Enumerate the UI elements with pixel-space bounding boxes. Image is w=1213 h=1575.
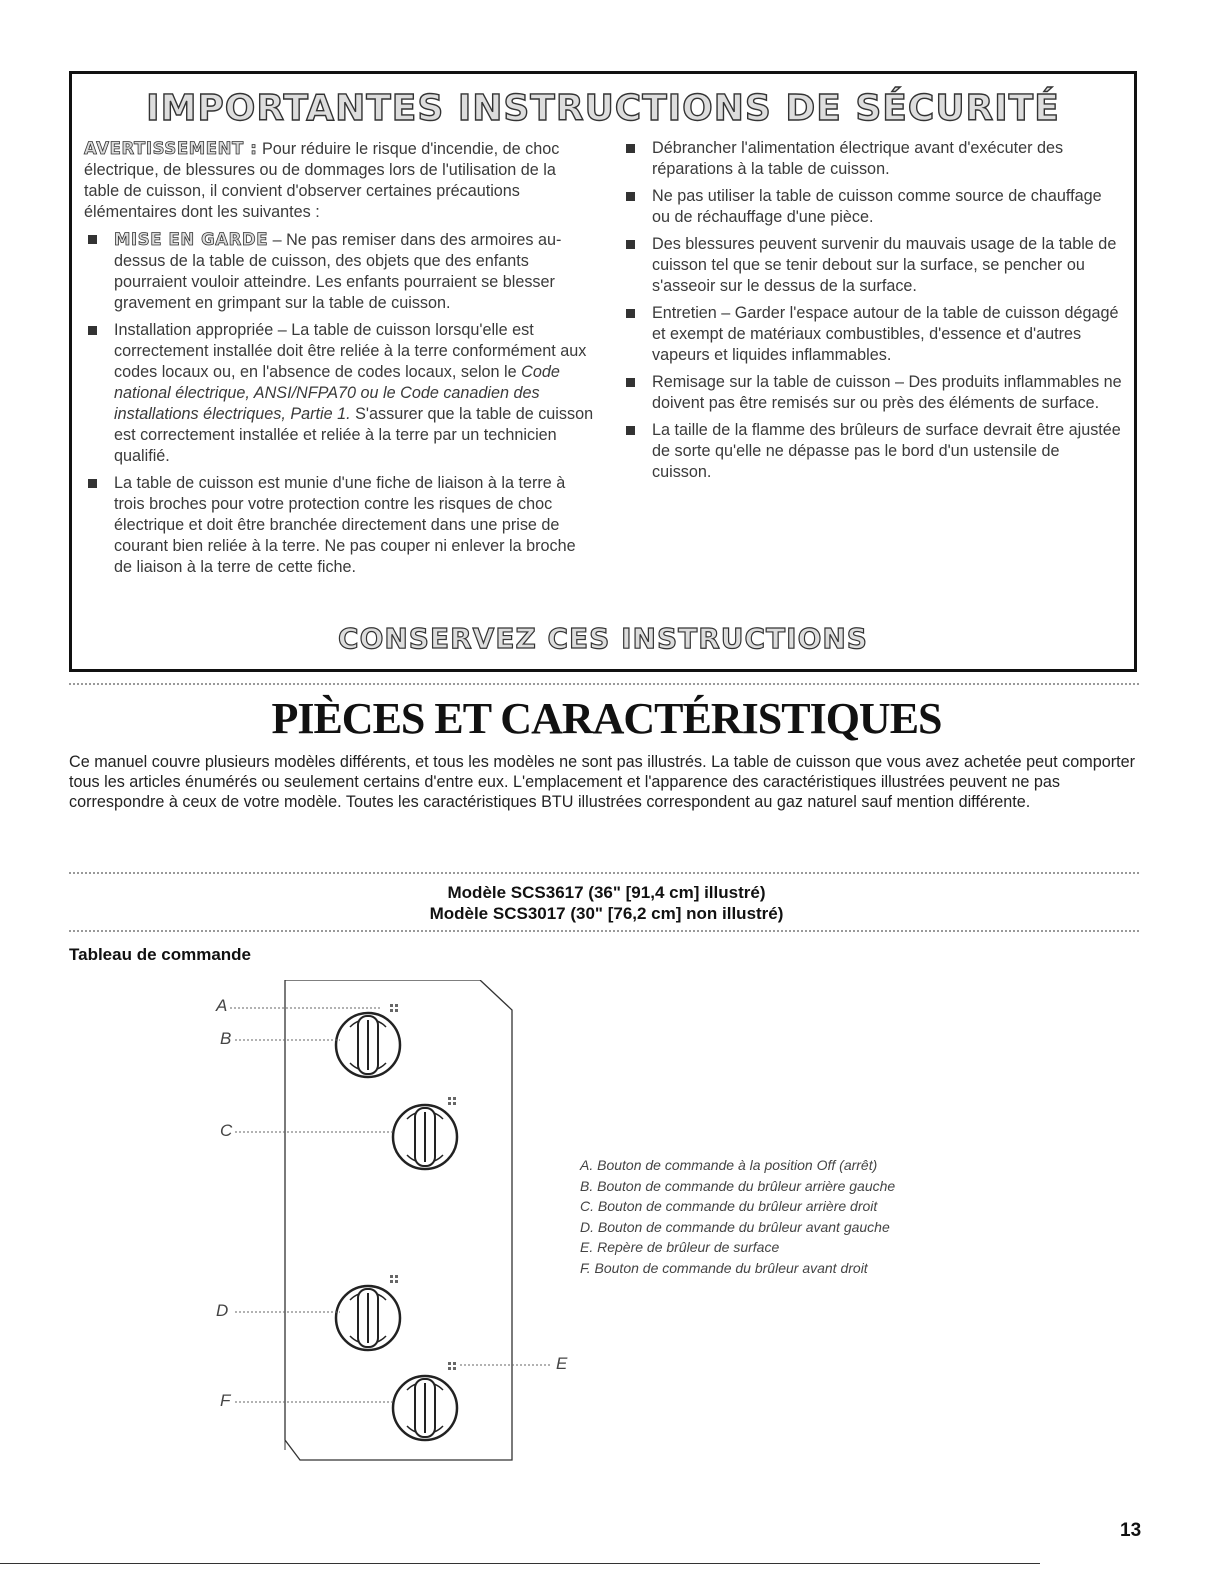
- list-item-text: Entretien – Garder l'espace autour de la table de cuisson dégagé et exempt de matériaux combustibles, d'essence et d'autres vapeurs et liquides inflammables.: [652, 304, 1119, 364]
- diagram-legend: [580, 1155, 895, 1279]
- list-item: [622, 372, 1122, 414]
- list-item-text: Remisage sur la table de cuisson – Des produits inflammables ne doivent pas être remisés sur ou près des éléments de surface.: [652, 373, 1122, 412]
- warning-label: AVERTISSEMENT :: [84, 139, 258, 158]
- legend-item: E. Repère de brûleur de surface: [580, 1239, 780, 1256]
- control-panel-heading: Tableau de commande: [69, 945, 252, 964]
- knob-rear-right: [393, 1105, 457, 1169]
- warning-text: Pour réduire le risque d'incendie, de choc électrique, de blessures ou de dommages lors de l'utilisation de la table de cuisson, il convient d'observer certaines précautions élémentaires dont les suivantes :: [84, 140, 560, 221]
- callout-c: C: [220, 1121, 233, 1140]
- list-item: [84, 473, 594, 578]
- legend-item: C. Bouton de commande du brûleur arrière droit: [580, 1198, 878, 1215]
- list-item: [622, 186, 1122, 228]
- list-item: [622, 303, 1122, 366]
- safety-left-column: [84, 138, 594, 584]
- list-item-text: Débrancher l'alimentation électrique avant d'exécuter des réparations à la table de cuisson.: [652, 139, 1064, 178]
- bullet-icon: [88, 326, 97, 335]
- list-item: [622, 420, 1122, 483]
- bullet-icon: [626, 144, 635, 153]
- divider: [69, 683, 1139, 685]
- list-item-text: La taille de la flamme des brûleurs de surface devrait être ajustée de sorte qu'elle ne dépasse pas le bord d'un ustensile de cuisson.: [652, 421, 1121, 481]
- callout-e: E: [556, 1354, 568, 1373]
- install-text-b: S'assurer que la table de cuisson est correctement installée et reliée à la terre par un technicien qualifié.: [114, 405, 594, 465]
- bullet-icon: [88, 235, 97, 244]
- callout-b: B: [220, 1029, 232, 1048]
- callout-f: F: [220, 1391, 231, 1410]
- bottom-rule: [0, 1563, 1040, 1564]
- bullet-icon: [88, 479, 97, 488]
- caution-text: – Ne pas remiser dans des armoires au-dessus de la table de cuisson, des objets que des enfants pourraient vouloir atteindre. Les enfants pourraient se blesser gravement en grimpant sur la table de cuisson.: [114, 231, 562, 312]
- install-text-a: Installation appropriée – La table de cuisson lorsqu'elle est correctement installée doit être reliée à la terre conformément aux codes locaux ou, en l'absence de codes locaux, selon le: [114, 321, 587, 381]
- legend-item: B. Bouton de commande du brûleur arrière gauche: [580, 1177, 896, 1194]
- safety-right-column: [622, 138, 1122, 489]
- knob-front-left: [336, 1286, 400, 1350]
- knob-rear-left: [336, 1013, 400, 1077]
- list-item: [84, 229, 594, 314]
- list-item-text: Ne pas utiliser la table de cuisson comme source de chauffage ou de réchauffage d'une pièce.: [652, 187, 1102, 226]
- warning-paragraph: [84, 138, 594, 223]
- list-item-text: Des blessures peuvent survenir du mauvais usage de la table de cuisson tel que se tenir debout sur la surface, se pencher ou s'asseoir sur le dessus de la surface.: [652, 235, 1117, 295]
- control-panel-illustration: [190, 980, 590, 1480]
- divider: [69, 872, 1139, 874]
- list-item: [622, 138, 1122, 180]
- safety-instructions-box: [69, 71, 1137, 672]
- callout-a: A: [216, 996, 228, 1015]
- model-heading-1: Modèle SCS3617 (36" [91,4 cm] illustré): [447, 883, 766, 902]
- legend-item: A. Bouton de commande à la position Off (arrêt): [580, 1157, 878, 1173]
- knob-front-right: [393, 1376, 457, 1440]
- bullet-icon: [626, 378, 635, 387]
- divider: [69, 930, 1139, 932]
- legend-item: D. Bouton de commande du brûleur avant gauche: [580, 1218, 890, 1235]
- list-item: [84, 320, 594, 467]
- parts-title: PIÈCES ET CARACTÉRISTIQUES: [271, 694, 942, 743]
- caution-label: MISE EN GARDE: [114, 230, 269, 249]
- list-item: [622, 234, 1122, 297]
- callout-d: D: [216, 1301, 229, 1320]
- bullet-icon: [626, 426, 635, 435]
- legend-item: F. Bouton de commande du brûleur avant droit: [580, 1259, 868, 1276]
- plug-text: La table de cuisson est munie d'une fiche de liaison à la terre à trois broches pour votre protection contre les risques de choc électrique et doit être branchée directement dans une prise de courant bien reliée à la terre. Ne pas couper ni enlever la broche de liaison à la terre de cette fiche.: [114, 474, 576, 576]
- model-heading-2: Modèle SCS3017 (30" [76,2 cm] non illustré): [429, 904, 784, 923]
- safety-title: IMPORTANTES INSTRUCTIONS DE SÉCURITÉ: [146, 88, 1060, 129]
- page-number: 13: [1120, 1520, 1142, 1541]
- bullet-icon: [626, 240, 635, 249]
- control-panel-diagram: [190, 980, 590, 1480]
- intro-paragraph: Ce manuel couvre plusieurs modèles différents, et tous les modèles ne sont pas illustrés. La table de cuisson que vous avez achetée peut comporter tous les articles énumérés ou seulement certains d'entre eux. L'emplacement et l'apparence des caractéristiques illustrées peuvent ne pas correspondre à ceux de votre modèle. Toutes les caractéristiques BTU illustrées correspondent au gaz naturel sauf mention différente.: [69, 753, 1135, 811]
- install-text-italic: Code national électrique, ANSI/NFPA70 ou le Code canadien des installations électriques, Partie 1.: [114, 363, 560, 423]
- bullet-icon: [626, 192, 635, 201]
- conserve-instructions-footer: CONSERVEZ CES INSTRUCTIONS: [338, 622, 868, 655]
- bullet-icon: [626, 309, 635, 318]
